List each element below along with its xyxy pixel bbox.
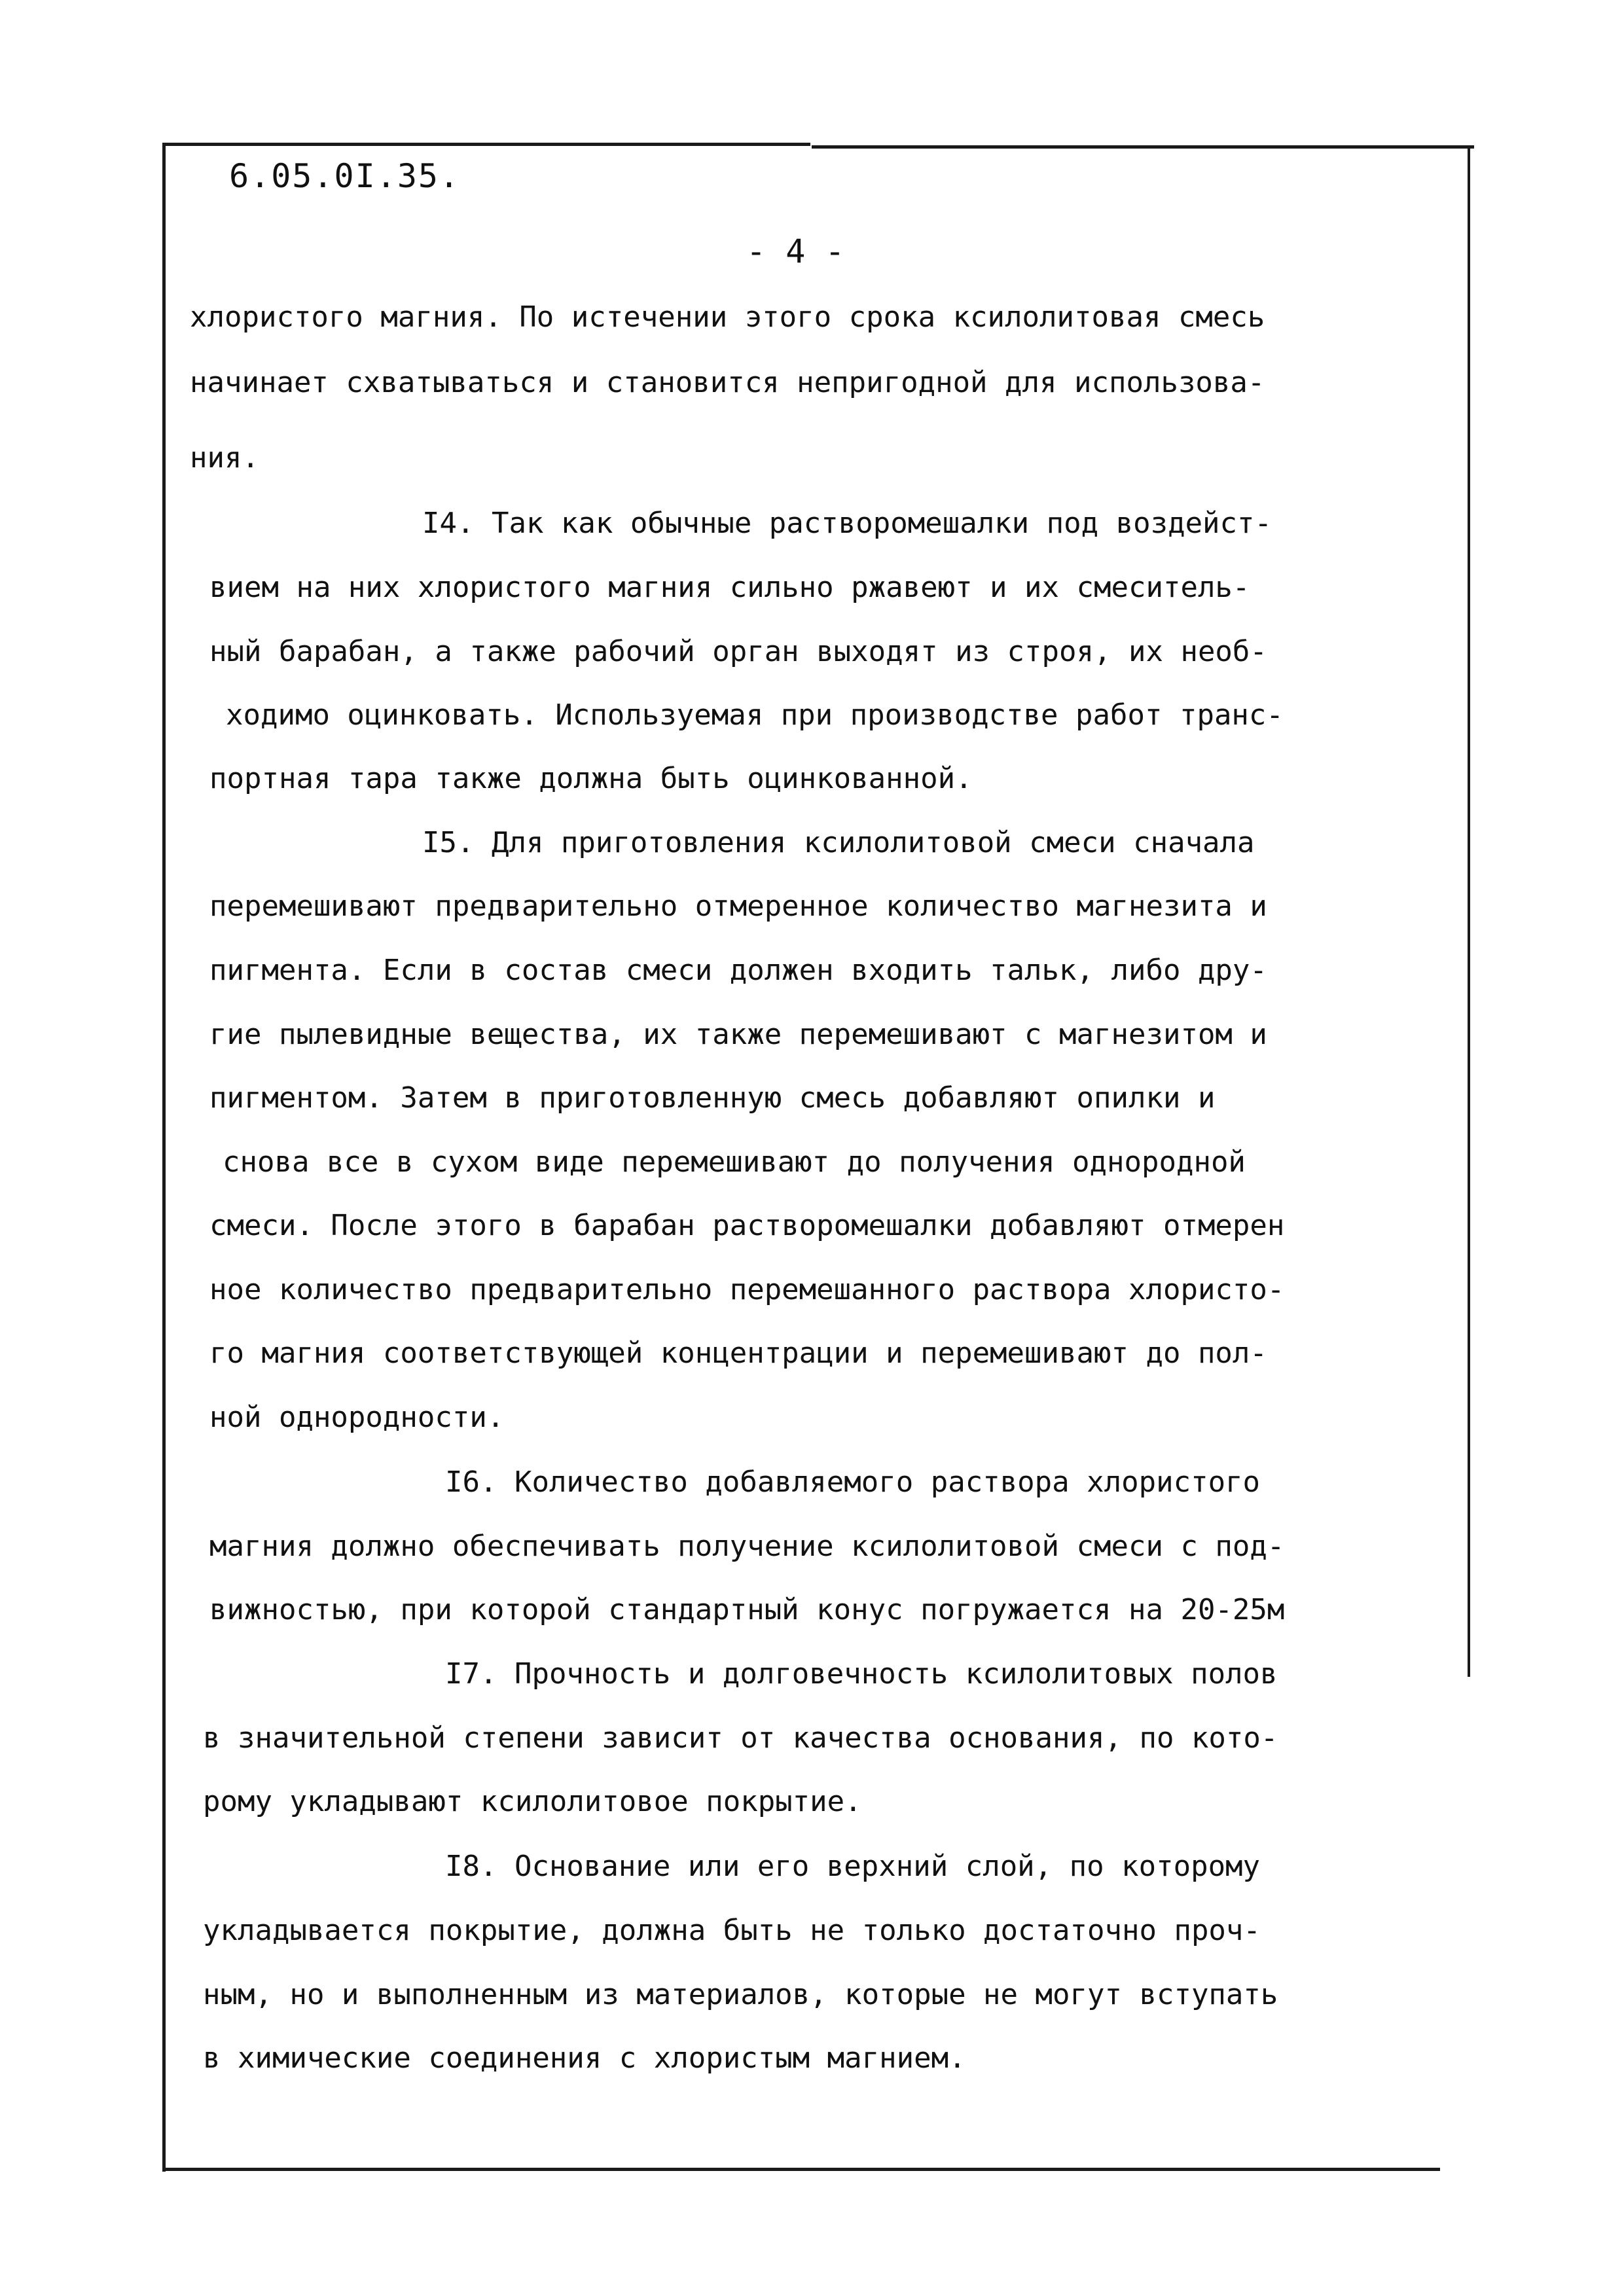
text-line: I6. Количество добавляемого раствора хлористого [445,1465,1261,1499]
frame-left-border [162,143,166,2172]
text-line: I7. Прочность и долговечность ксилолитовых полов [445,1657,1278,1691]
text-line: смеси. После этого в барабан растворомешалки добавляют отмерен [209,1209,1285,1242]
text-line: пигмента. Если в состав смеси должен входить тальк, либо дру- [209,954,1267,987]
text-line: хлористого магния. По истечении этого срока ксилолитовая смесь [190,300,1265,334]
text-line: рому укладывают ксилолитовое покрытие. [203,1785,862,1818]
text-line: ный барабан, а также рабочий орган выходят из строя, их необ- [209,635,1267,668]
text-line: ным, но и выполненным из материалов, которые не могут вступать [203,1978,1278,2011]
frame-top-border-right [812,145,1474,149]
text-line: укладывается покрытие, должна быть не только достаточно проч- [203,1914,1261,1947]
text-line: I4. Так как обычные растворомешалки под воздейст- [422,507,1272,540]
text-line: пигментом. Затем в приготовленную смесь добавляют опилки и [209,1081,1216,1115]
text-line: в химические соединения с хлористым магнием. [203,2041,966,2075]
page-number: - 4 - [746,232,845,270]
text-line: вижностью, при которой стандартный конус погружается на 20-25м [209,1593,1285,1626]
text-line: магния должно обеспечивать получение ксилолитовой смеси с под- [209,1530,1285,1563]
text-line: I8. Основание или его верхний слой, по которому [445,1850,1261,1883]
text-line: в значительной степени зависит от качества основания, по кото- [203,1721,1278,1755]
text-line: ное количество предварительно перемешанного раствора хлористо- [209,1273,1285,1306]
frame-top-border-left [162,143,810,146]
text-line: ной однородности. [209,1401,505,1434]
text-line: ния. [190,441,259,475]
text-line: вием на них хлористого магния сильно ржавеют и их смеситель- [209,571,1250,604]
frame-right-border [1468,145,1470,1677]
text-line: ходимо оцинковать. Используемая при производстве работ транс- [226,698,1284,732]
text-line: снова все в сухом виде перемешивают до получения однородной [223,1145,1246,1179]
document-code: 6.05.0I.35. [229,157,461,195]
frame-bottom-border [162,2168,1440,2171]
text-line: портная тара также должна быть оцинкованной. [209,762,973,795]
text-line: гие пылевидные вещества, их также перемешивают с магнезитом и [209,1018,1267,1051]
text-line: I5. Для приготовления ксилолитовой смеси сначала [422,826,1255,859]
text-line: начинает схватываться и становится непригодной для использова- [190,366,1265,399]
text-line: го магния соответствующей концентрации и перемешивают до пол- [209,1336,1267,1370]
text-line: перемешивают предварительно отмеренное количество магнезита и [209,889,1267,923]
